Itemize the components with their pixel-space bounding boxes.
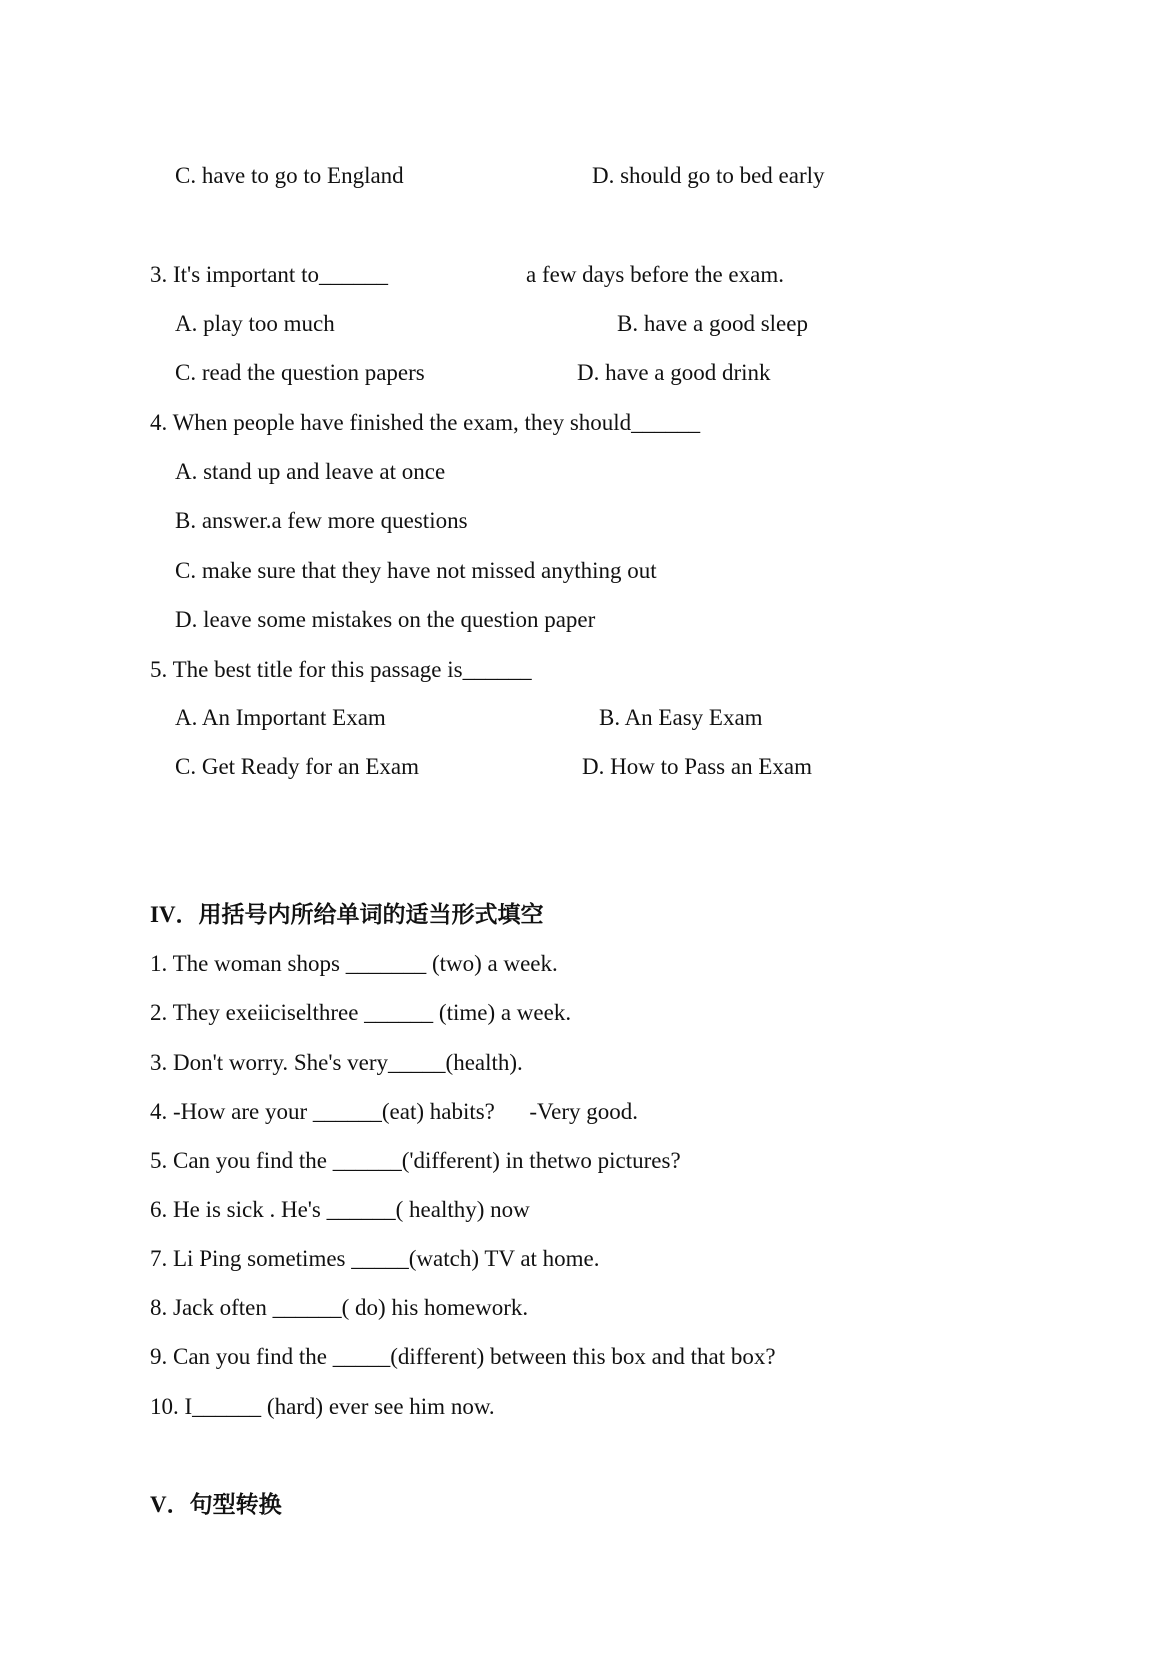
q4-option-b: B. answer.a few more questions bbox=[175, 508, 468, 533]
q3-option-b: B. have a good sleep bbox=[617, 311, 808, 336]
q5-option-b: B. An Easy Exam bbox=[599, 705, 763, 730]
q4-stem: 4. When people have finished the exam, they should______ bbox=[150, 410, 701, 435]
q5-stem: 5. The best title for this passage is______ bbox=[150, 657, 532, 682]
q4-option-c: C. make sure that they have not missed anything out bbox=[175, 558, 657, 583]
q2-option-c: C. have to go to England bbox=[175, 163, 404, 188]
section-4-item: 10. I______ (hard) ever see him now. bbox=[150, 1394, 495, 1419]
section-4-item: 6. He is sick . He's ______( healthy) now bbox=[150, 1197, 530, 1222]
section-4-item: 9. Can you find the _____(different) between this box and that box? bbox=[150, 1344, 776, 1369]
section-4-item: 4. -How are your ______(eat) habits? -Very good. bbox=[150, 1099, 638, 1124]
q2-option-d: D. should go to bed early bbox=[592, 163, 825, 188]
q3-option-c: C. read the question papers bbox=[175, 360, 425, 385]
section-4-item: 5. Can you find the ______('different) in thetwo pictures? bbox=[150, 1148, 681, 1173]
section-4-item: 7. Li Ping sometimes _____(watch) TV at home. bbox=[150, 1246, 600, 1271]
q4-option-d: D. leave some mistakes on the question paper bbox=[175, 607, 596, 632]
q4-option-a: A. stand up and leave at once bbox=[175, 459, 446, 484]
q5-option-c: C. Get Ready for an Exam bbox=[175, 754, 419, 779]
section-4-item: 2. They exeiiciselthree ______ (time) a week. bbox=[150, 1000, 572, 1025]
q3-stem-start: 3. It's important to______ bbox=[150, 262, 388, 287]
section-4-heading: IV．用括号内所给单词的适当形式填空 bbox=[150, 902, 544, 927]
q5-option-d: D. How to Pass an Exam bbox=[582, 754, 812, 779]
section-4-item: 1. The woman shops _______ (two) a week. bbox=[150, 951, 558, 976]
q5-option-a: A. An Important Exam bbox=[175, 705, 386, 730]
q3-option-d: D. have a good drink bbox=[577, 360, 771, 385]
section-5-heading: V．句型转换 bbox=[150, 1492, 282, 1517]
q3-option-a: A. play too much bbox=[175, 311, 335, 336]
section-4-item: 8. Jack often ______( do) his homework. bbox=[150, 1295, 529, 1320]
section-4-item: 3. Don't worry. She's very_____(health). bbox=[150, 1050, 523, 1075]
q3-stem-end: a few days before the exam. bbox=[526, 262, 784, 287]
